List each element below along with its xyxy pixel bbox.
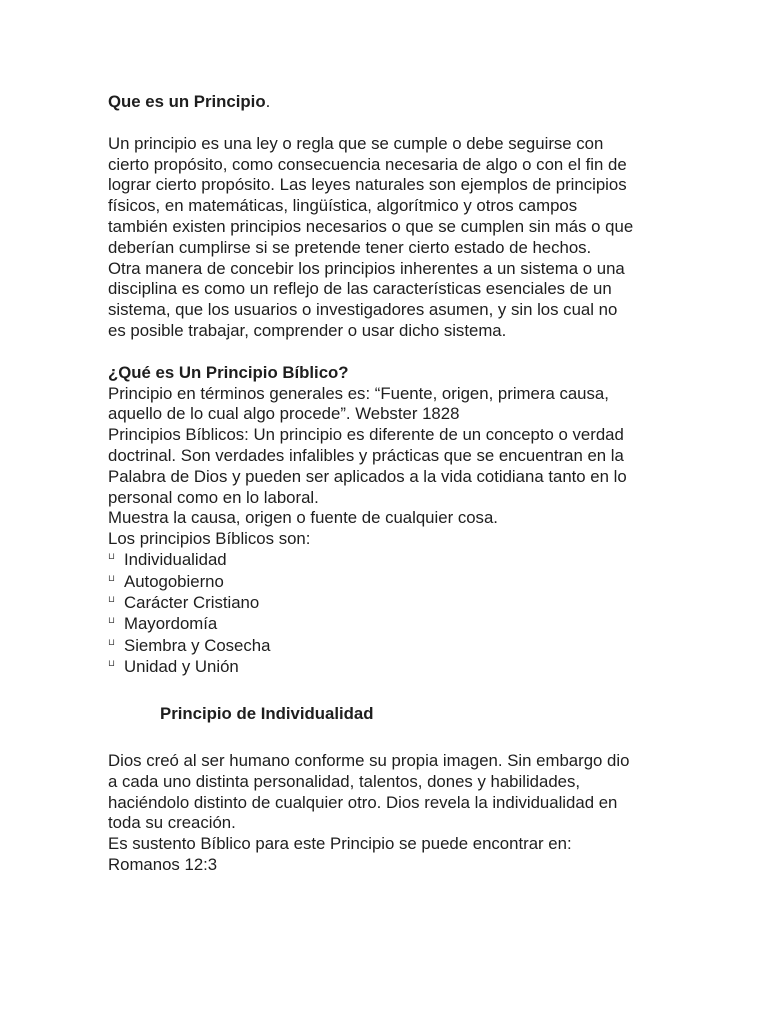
paragraph-individualidad <box>108 751 668 876</box>
text-line: cierto propósito, como consecuencia necesaria de algo o con el fin de <box>108 154 627 174</box>
list-item <box>108 593 668 614</box>
text-line: físicos, en matemáticas, lingüística, algorítmico y otros campos <box>108 196 578 216</box>
paragraph-principio-definition <box>108 134 668 342</box>
principles-list <box>108 550 668 678</box>
list-item <box>108 550 668 571</box>
bullet-icon: ⊔ <box>108 572 116 583</box>
text-line: toda su creación. <box>108 813 236 833</box>
section-heading-individualidad: Principio de Individualidad <box>160 704 374 724</box>
heading-period: . <box>265 92 271 111</box>
text-line: Los principios Bíblicos son: <box>108 529 311 549</box>
bullet-icon: ⊔ <box>108 636 116 647</box>
paragraph-principio-biblico <box>108 384 668 550</box>
text-line: es posible trabajar, comprender o usar dicho sistema. <box>108 320 507 340</box>
text-line: Principios Bíblicos: Un principio es diferente de un concepto o verdad <box>108 425 624 445</box>
text-line: también existen principios necesarios o que se cumplen sin más o que <box>108 216 634 236</box>
bullet-icon: ⊔ <box>108 593 116 604</box>
list-item-label: Autogobierno <box>124 571 224 591</box>
text-line: Principio en términos generales es: “Fuente, origen, primera causa, <box>108 383 609 403</box>
list-item-label: Carácter Cristiano <box>124 593 260 613</box>
section-heading-principio <box>108 92 668 113</box>
section-heading-principio-biblico: ¿Qué es Un Principio Bíblico? <box>108 362 349 382</box>
text-line: Un principio es una ley o regla que se cumple o debe seguirse con <box>108 133 604 153</box>
bullet-icon: ⊔ <box>108 658 116 669</box>
text-line: Dios creó al ser humano conforme su propia imagen. Sin embargo dio <box>108 751 630 771</box>
list-item-label: Siembra y Cosecha <box>124 635 271 655</box>
text-line: a cada uno distinta personalidad, talentos, dones y habilidades, <box>108 771 581 791</box>
text-line: Romanos 12:3 <box>108 855 218 875</box>
list-item <box>108 614 668 635</box>
text-line: disciplina es como un reflejo de las características esenciales de un <box>108 279 612 299</box>
text-line: personal como en lo laboral. <box>108 487 319 507</box>
text-line: Muestra la causa, origen o fuente de cualquier cosa. <box>108 508 498 528</box>
bullet-icon: ⊔ <box>108 551 116 562</box>
list-item <box>108 657 668 678</box>
list-item-label: Individualidad <box>124 550 227 570</box>
list-item-label: Unidad y Unión <box>124 657 239 677</box>
text-line: haciéndolo distinto de cualquier otro. Dios revela la individualidad en <box>108 792 618 812</box>
bullet-icon: ⊔ <box>108 615 116 626</box>
text-line: Es sustento Bíblico para este Principio se puede encontrar en: <box>108 834 572 854</box>
list-item <box>108 636 668 657</box>
text-line: doctrinal. Son verdades infalibles y prácticas que se encuentran en la <box>108 445 624 465</box>
text-line: lograr cierto propósito. Las leyes naturales son ejemplos de principios <box>108 175 627 195</box>
text-line: sistema, que los usuarios o investigadores asumen, y sin los cual no <box>108 300 618 320</box>
text-line: deberían cumplirse si se pretende tener cierto estado de hechos. <box>108 237 592 257</box>
text-line: Palabra de Dios y pueden ser aplicados a la vida cotidiana tanto en lo <box>108 466 627 486</box>
text-line: Otra manera de concebir los principios inherentes a un sistema o una <box>108 258 625 278</box>
list-item-label: Mayordomía <box>124 614 218 634</box>
heading-text: Que es un Principio <box>108 92 266 111</box>
text-line: aquello de lo cual algo procede”. Webster 1828 <box>108 404 460 424</box>
document-body <box>108 92 668 876</box>
list-item <box>108 571 668 592</box>
